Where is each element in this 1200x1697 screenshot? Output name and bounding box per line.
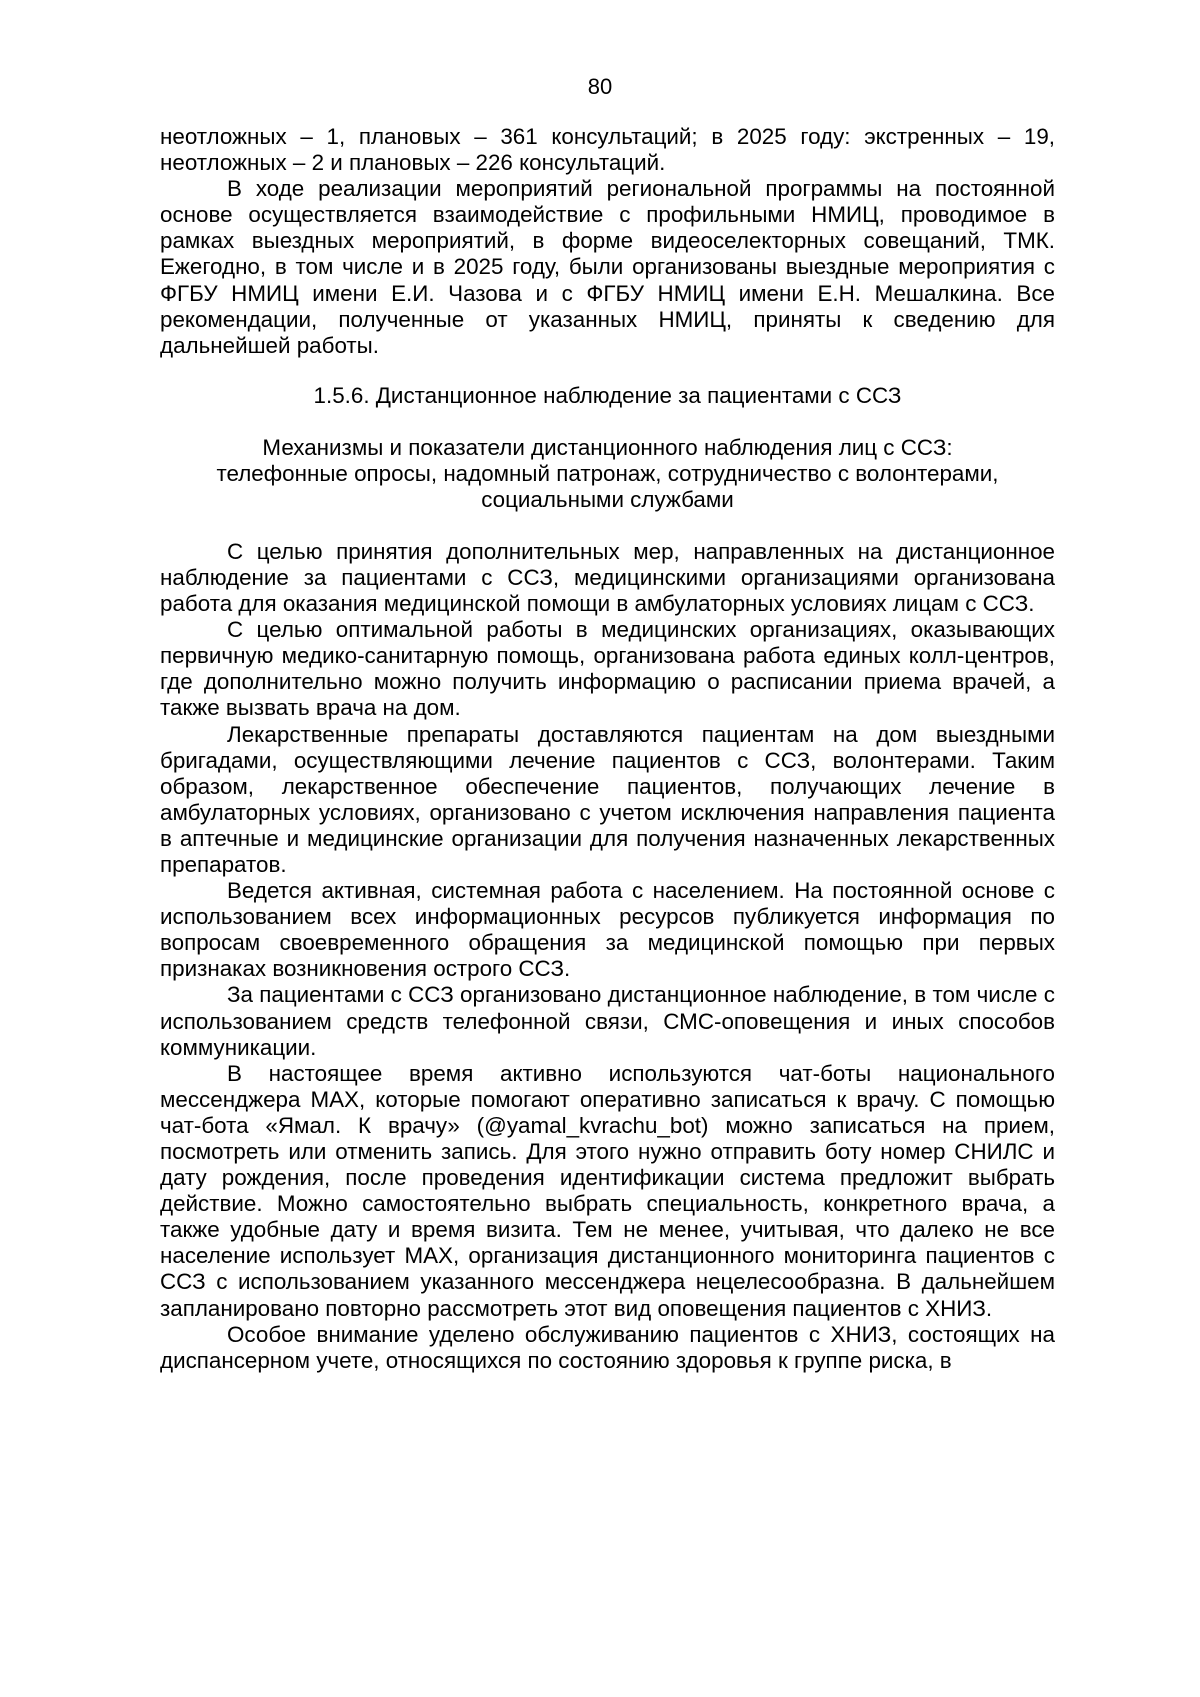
page-body: [160, 124, 1055, 1374]
page-number: 80: [587, 74, 613, 99]
paragraph-medicine-delivery: Лекарственные препараты доставляются пациентам на дом выездными бригадами, осуществляющими лечение пациентов с ССЗ, волонтерами. Таким образом, лекарственное обеспечение пациентов, получающих лечение в амбулаторных условиях, организовано с учетом исключения направления пациента в аптечные и медицинские организации для получения назначенных лекарственных препаратов.: [160, 721, 1055, 877]
paragraph-remote-observation: За пациентами с ССЗ организовано дистанционное наблюдение, в том числе с использованием средств телефонной связи, СМС-оповещения и иных способов коммуникации.: [160, 982, 1055, 1060]
section-heading: 1.5.6. Дистанционное наблюдение за пациентами с ССЗ: [313, 382, 902, 408]
sub-heading: [160, 435, 1055, 513]
paragraph-chat-bots: В настоящее время активно используются чат-боты национального мессенджера MAX, которые помогают оперативно записаться к врачу. С помощью чат-бота «Ямал. К врачу» (@yamal_kvrachu_bot) можно записаться на прием, посмотреть или отменить запись. Для этого нужно отправить боту номер СНИЛС и дату рождения, после проведения идентификации система предложит выбрать действие. Можно самостоятельно выбрать специальность, конкретного врача, а также удобные дату и время визита. Тем не менее, учитывая, что далеко не все население использует MAX, организация дистанционного мониторинга пациентов с ССЗ с использованием указанного мессенджера нецелесообразна. В дальнейшем запланировано повторно рассмотреть этот вид оповещения пациентов с ХНИЗ.: [160, 1060, 1055, 1321]
paragraph-chronic-patients: Особое внимание уделено обслуживанию пациентов с ХНИЗ, состоящих на диспансерном учете, относящихся по состоянию здоровья к группе риска, в: [160, 1321, 1055, 1373]
sub-heading-line-2: телефонные опросы, надомный патронаж, сотрудничество с волонтерами,: [216, 460, 999, 486]
sub-heading-line-1: Механизмы и показатели дистанционного наблюдения лиц с ССЗ:: [262, 434, 953, 460]
paragraph-nmic-interaction: В ходе реализации мероприятий региональной программы на постоянной основе осуществляется взаимодействие с профильными НМИЦ, проводимое в рамках выездных мероприятий, в форме видеоселекторных совещаний, ТМК. Ежегодно, в том числе и в 2025 году, были организованы выездные мероприятия с ФГБУ НМИЦ имени Е.И. Чазова и с ФГБУ НМИЦ имени Е.Н. Мешалкина. Все рекомендации, полученные от указанных НМИЦ, приняты к сведению для дальнейшей работы.: [160, 176, 1055, 358]
sub-heading-line-3: социальными службами: [481, 486, 734, 512]
paragraph-remote-monitoring-measures: С целью принятия дополнительных мер, направленных на дистанционное наблюдение за пациентами с ССЗ, медицинскими организациями организована работа для оказания медицинской помощи в амбулаторных условиях лицам с ССЗ.: [160, 538, 1055, 617]
paragraph-continuation: неотложных – 1, плановых – 361 консультаций; в 2025 году: экстренных – 19, неотложных – 2 и плановых – 226 консультаций.: [160, 124, 1055, 176]
paragraph-population-work: Ведется активная, системная работа с населением. На постоянной основе с использованием всех информационных ресурсов публикуется информация по вопросам своевременного обращения за медицинской помощью при первых признаках возникновения острого ССЗ.: [160, 878, 1055, 982]
paragraph-call-centers: С целью оптимальной работы в медицинских организациях, оказывающих первичную медико-санитарную помощь, организована работа единых колл-центров, где дополнительно можно получить информацию о расписании приема врачей, а также вызвать врача на дом.: [160, 617, 1055, 721]
